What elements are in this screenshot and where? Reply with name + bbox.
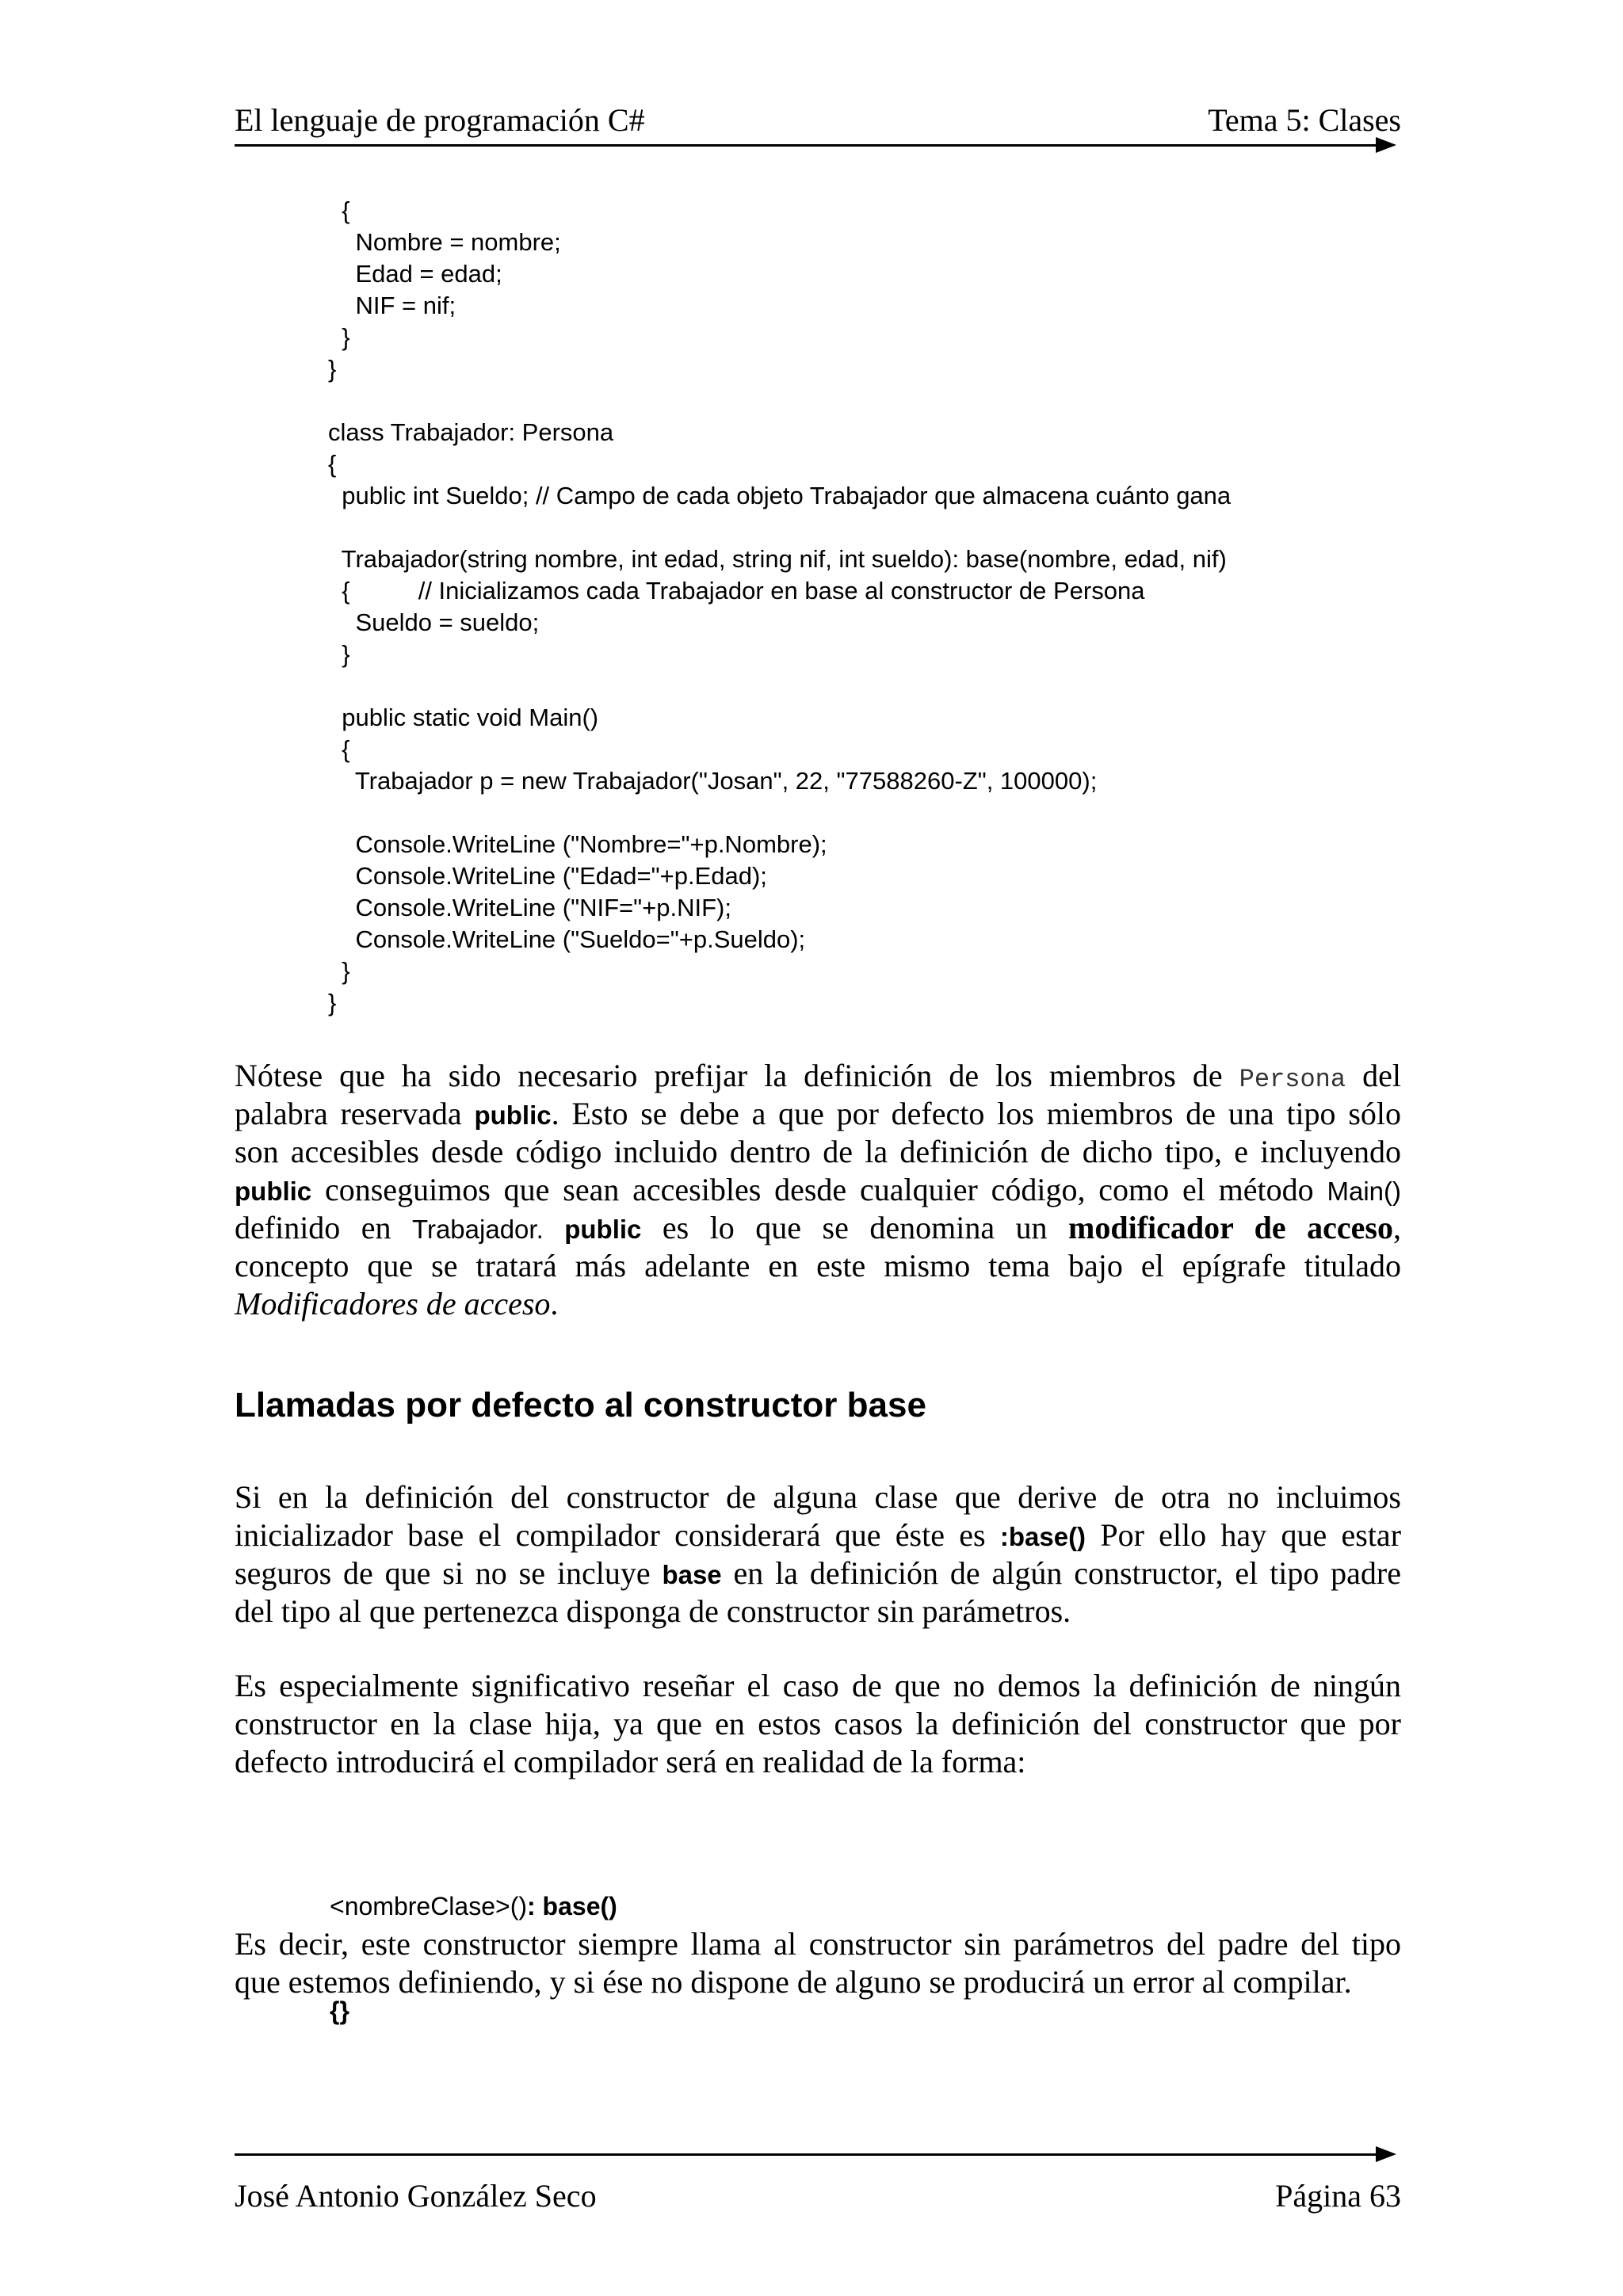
footer-author: José Antonio González Seco (235, 2178, 597, 2214)
text-line: Modificadores de acceso. (235, 1286, 559, 1322)
code-line: class Trabajador: Persona (328, 418, 614, 446)
code-line: <nombreClase>(): base() (330, 1892, 617, 1920)
code-line: } (328, 323, 350, 351)
paragraph-access-modifiers (235, 1057, 1401, 1323)
text-line: del tipo al que pertenezca disponga de constructor sin parámetros. (235, 1593, 1071, 1629)
text-line: son accesibles desde código incluido dentro de la definición de dicho tipo, e incluyendo (235, 1134, 1401, 1169)
code-line: { (328, 450, 337, 478)
text-line: palabra reservada public. Esto se debe a que por defecto los miembros de una tipo sólo (235, 1096, 1401, 1131)
code-line (328, 797, 1231, 829)
code-line: Trabajador p = new Trabajador("Josan", 22, "77588260-Z", 100000); (328, 767, 1098, 795)
text-line: Si en la definición del constructor de alguna clase que derive de otra no incluimos (235, 1479, 1401, 1515)
code-line: Console.WriteLine ("NIF="+p.NIF); (328, 894, 731, 921)
keyword: public (474, 1100, 552, 1130)
keyword: base (662, 1560, 722, 1589)
section-heading: Llamadas por defecto al constructor base (235, 1386, 926, 1425)
keyword: public (235, 1177, 312, 1206)
header-chapter: Tema 5: Clases (1208, 102, 1401, 138)
code-line: Sueldo = sueldo; (328, 608, 540, 636)
text-line: constructor en la clase hija, ya que en estos casos la definición del constructor que por (235, 1706, 1401, 1741)
paragraph-conclusion (235, 1925, 1401, 2001)
code-line (328, 670, 1231, 702)
code-line: } (328, 957, 350, 985)
header-title: El lenguaje de programación C# (235, 102, 645, 138)
code-line: } (328, 640, 350, 668)
keyword: {} (330, 1997, 349, 2025)
keyword: public (564, 1215, 642, 1244)
text-line: que estemos definiendo, y si ése no dispone de alguno se producirá un error al compilar. (235, 1964, 1352, 2000)
inline-code: Main() (1327, 1177, 1401, 1206)
code-line: NIF = nif; (328, 292, 456, 319)
keyword: : base() (527, 1892, 617, 1920)
italic-term: Modificadores de acceso (235, 1286, 551, 1322)
text-line: public conseguimos que sean accesibles desde cualquier código, como el método Main() (235, 1172, 1401, 1207)
code-line: Edad = edad; (328, 260, 502, 288)
code-line: public int Sueldo; // Campo de cada objeto Trabajador que almacena cuánto gana (328, 482, 1232, 509)
keyword: :base() (999, 1522, 1086, 1551)
text-line: definido en Trabajador. public es lo que se denomina un modificador de acceso, (235, 1210, 1401, 1245)
text-line: inicializador base el compilador considerará que éste es :base() Por ello hay que estar (235, 1517, 1402, 1553)
code-line (328, 385, 1231, 417)
code-line: Trabajador(string nombre, int edad, string nif, int sueldo): base(nombre, edad, nif) (328, 545, 1227, 573)
bold-term: modificador de acceso (1068, 1210, 1393, 1245)
paragraph-default-base (235, 1478, 1401, 1630)
text-line: Es decir, este constructor siempre llama al constructor sin parámetros del padre del tipo (235, 1926, 1401, 1962)
code-line: { (328, 196, 350, 224)
code-line: Console.WriteLine ("Sueldo="+p.Sueldo); (328, 925, 806, 953)
code-block (328, 195, 1231, 1019)
text-line: seguros de que si no se incluye base en la definición de algún constructor, el tipo padre (235, 1555, 1402, 1591)
code-line: Console.WriteLine ("Nombre="+p.Nombre); (328, 830, 827, 858)
text-line: Es especialmente significativo reseñar el caso de que no demos la definición de ningún (235, 1668, 1401, 1703)
footer-page-number: Página 63 (1275, 2178, 1401, 2214)
code-line (328, 512, 1231, 543)
code-line: Nombre = nombre; (328, 228, 561, 256)
code-line: Console.WriteLine ("Edad="+p.Edad); (328, 862, 767, 890)
footer-rule-arrow (235, 2153, 1376, 2156)
text-line: Nótese que ha sido necesario prefijar la definición de los miembros de Persona del (235, 1058, 1401, 1094)
text-line: defecto introducirá el compilador será en realidad de la forma: (235, 1744, 1026, 1779)
text-line: concepto que se tratará más adelante en este mismo tema bajo el epígrafe titulado (235, 1248, 1401, 1283)
paragraph-child-class (235, 1667, 1401, 1781)
inline-code: Trabajador. (412, 1215, 544, 1244)
code-line: { // Inicializamos cada Trabajador en base al constructor de Persona (328, 577, 1145, 605)
inline-code: Persona (1239, 1065, 1346, 1094)
code-line: } (328, 989, 337, 1016)
code-line: public static void Main() (328, 704, 599, 731)
code-line: } (328, 355, 337, 383)
header-rule-arrow (235, 144, 1376, 147)
code-line: { (328, 735, 350, 763)
